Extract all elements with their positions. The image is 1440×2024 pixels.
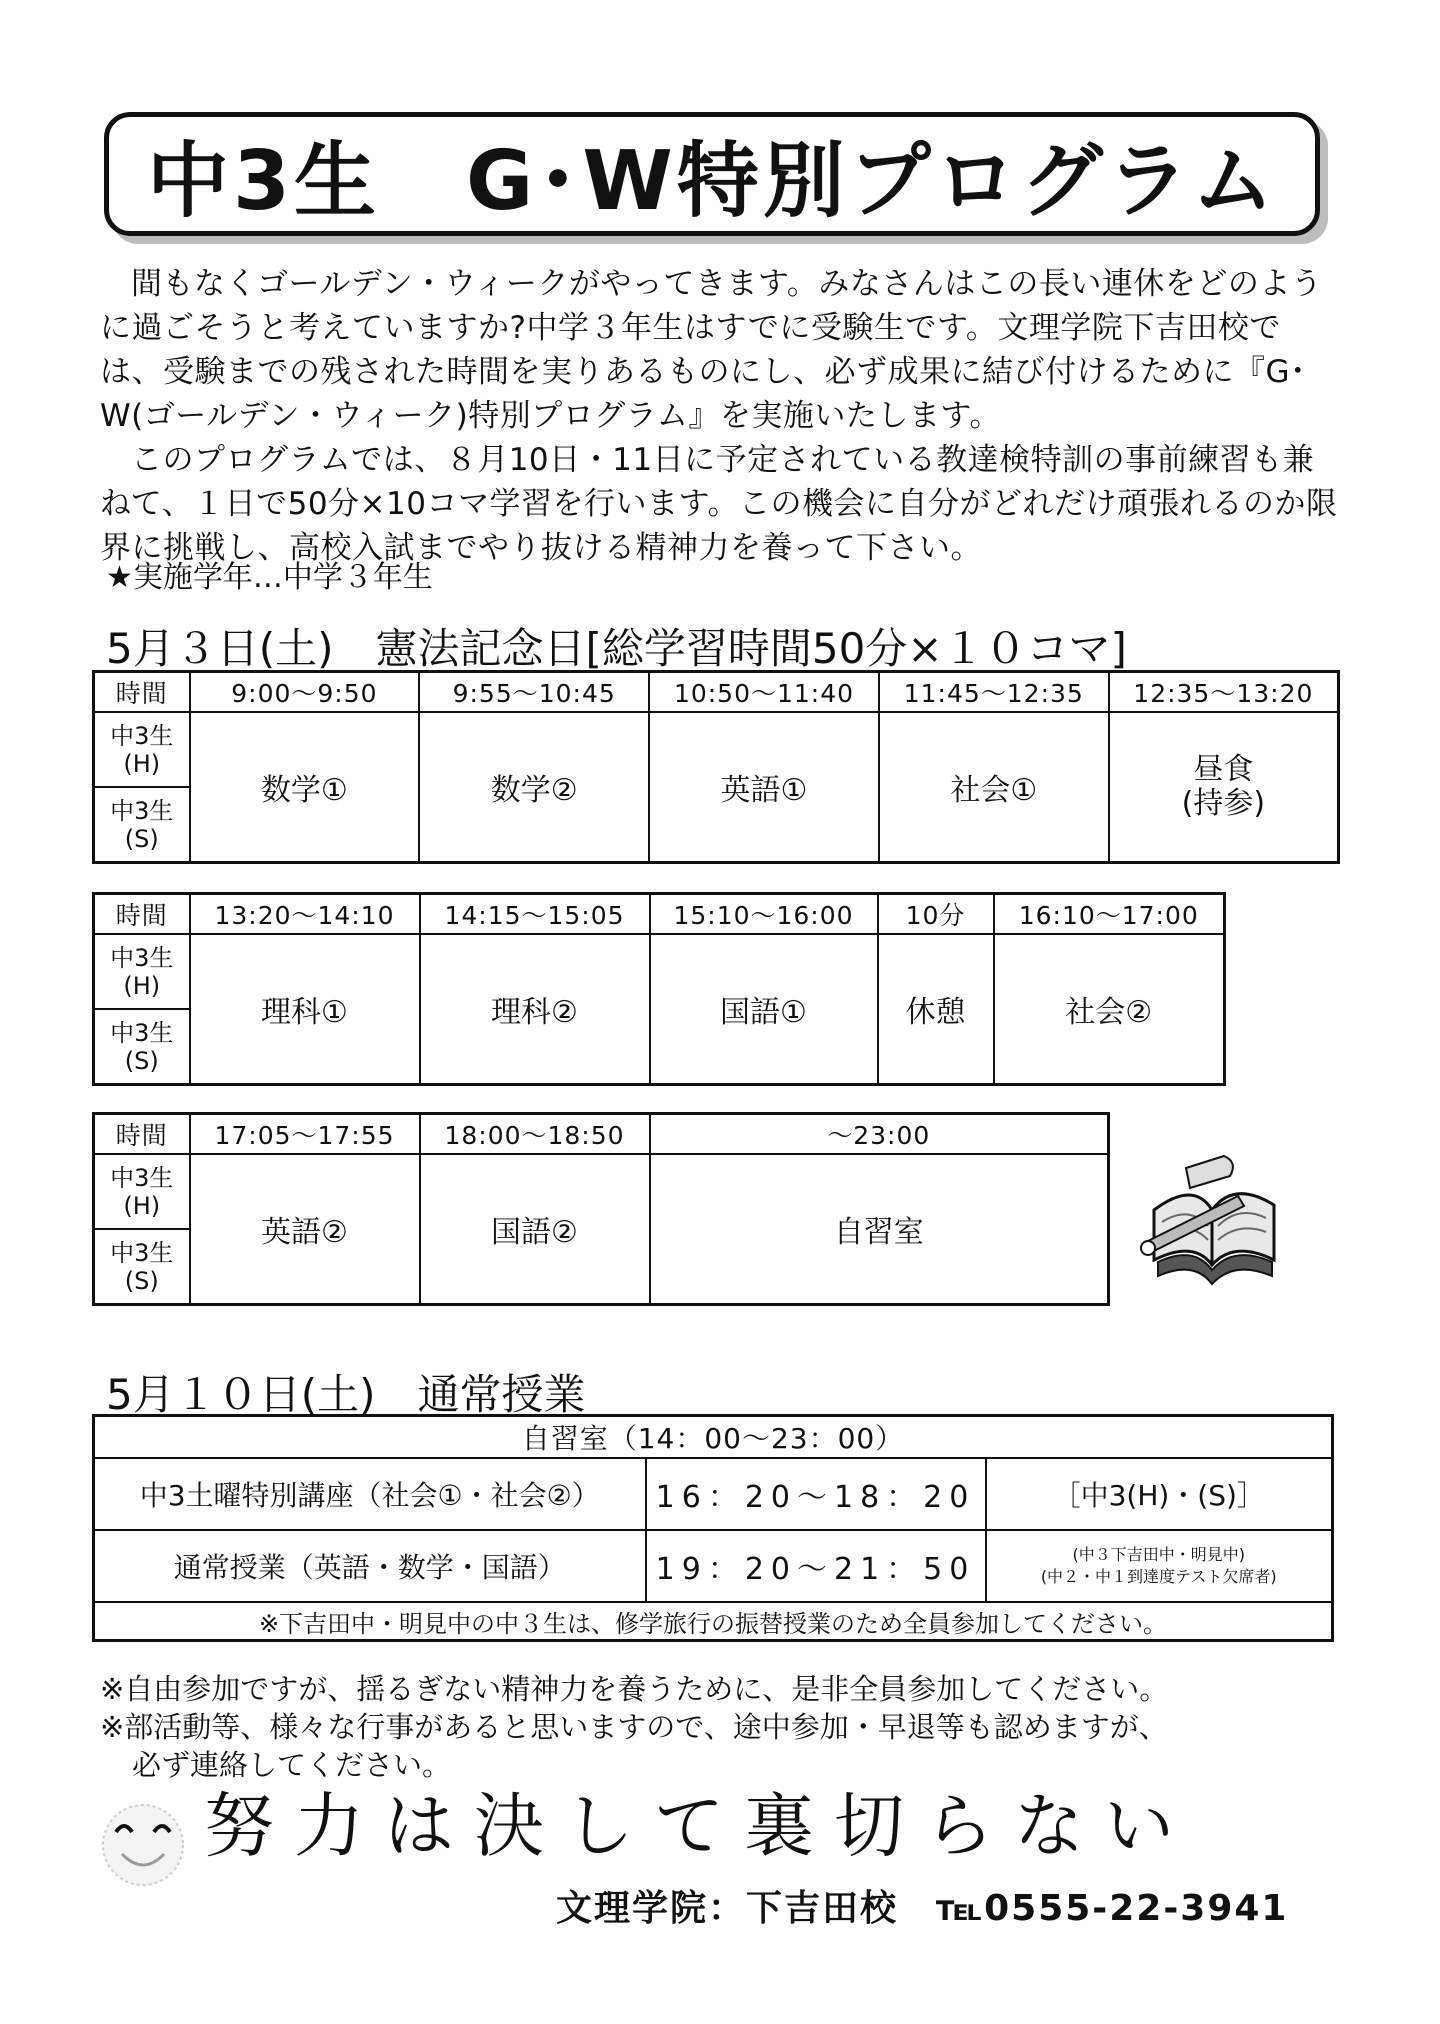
header-row xyxy=(94,672,1339,713)
slot-time: 9:00～9:50 xyxy=(190,672,420,713)
motto: 努力は決して裏切らない xyxy=(204,1785,1194,1867)
slot-time: 16:10～17:00 xyxy=(994,894,1225,935)
slot-time: 13:20～14:10 xyxy=(190,894,420,935)
study-room-row: 自習室（14：00～23：00） xyxy=(94,1416,1333,1459)
row-label-s: 中3生 (S) xyxy=(94,1229,190,1305)
slot-time: 14:15～15:05 xyxy=(420,894,650,935)
subject-cell: 社会② xyxy=(994,934,1225,1085)
course-target: (中３下吉田中・明見中) (中２・中１到達度テスト欠席者) xyxy=(986,1530,1333,1602)
subject-cell: 昼食 (持参) xyxy=(1109,712,1339,863)
header-row xyxy=(94,894,1225,935)
note-line: 必ず連絡してください。 xyxy=(132,1748,452,1782)
slot-time: 10分 xyxy=(878,894,994,935)
header-row xyxy=(94,1114,1109,1155)
slot-time: 18:00～18:50 xyxy=(420,1114,650,1155)
book-pencil-icon xyxy=(1134,1150,1290,1290)
time-label: 時間 xyxy=(94,1114,190,1155)
day1-heading: 5月３日(土) 憲法記念日[総学習時間50分×１０コマ] xyxy=(106,624,1127,673)
may10-table xyxy=(92,1414,1334,1642)
slot-time: 9:55～10:45 xyxy=(419,672,649,713)
slot-time: 15:10～16:00 xyxy=(650,894,878,935)
slot-time: ～23:00 xyxy=(650,1114,1109,1155)
slot-time: 17:05～17:55 xyxy=(190,1114,420,1155)
row-label-h: 中3生 (H) xyxy=(94,712,190,787)
subject-cell: 英語② xyxy=(190,1154,420,1305)
school-contact: 文理学院：下吉田校 ℡0555-22-3941 xyxy=(556,1888,1289,1929)
course-name: 通常授業（英語・数学・国語） xyxy=(94,1530,646,1602)
row-label-h: 中3生 (H) xyxy=(94,1154,190,1229)
grade-line: ★実施学年…中学３年生 xyxy=(106,560,433,595)
subject-cell: 数学② xyxy=(419,712,649,863)
subject-cell: 自習室 xyxy=(650,1154,1109,1305)
smiley-icon xyxy=(98,1800,188,1890)
note-line: ※自由参加ですが、揺るぎない精神力を養うために、是非全員参加してください。 xyxy=(100,1672,1169,1706)
course-name: 中3土曜特別講座（社会①・社会②） xyxy=(94,1458,646,1530)
slot-time: 12:35～13:20 xyxy=(1109,672,1339,713)
time-label: 時間 xyxy=(94,894,190,935)
intro-paragraph-1: 間もなくゴールデン・ウィークがやってきます。みなさんはこの長い連休をどのように過ごそうと考えていますか?中学３年生はすでに受験生です。文理学院下吉田校では、受験までの残された時間を実りあるものにし、必ず成果に結び付けるために『G･W(ゴールデン・ウィーク)特別プログラム』を実施いたします。 xyxy=(100,266,1323,434)
course-time: 16：20～18：20 xyxy=(646,1458,986,1530)
time-label: 時間 xyxy=(94,672,190,713)
schedule-table-afternoon xyxy=(92,892,1226,1086)
footnote: ※下吉田中・明見中の中３生は、修学旅行の振替授業のため全員参加してください。 xyxy=(94,1602,1333,1641)
day2-heading: 5月１０日(土) 通常授業 xyxy=(106,1370,586,1419)
title-box xyxy=(104,112,1320,236)
schedule-table-morning xyxy=(92,670,1340,864)
slot-time: 10:50～11:40 xyxy=(649,672,879,713)
subject-cell: 英語① xyxy=(649,712,879,863)
course-time: 19：20～21：50 xyxy=(646,1530,986,1602)
intro-text xyxy=(100,262,1340,570)
row-label-s: 中3生 (S) xyxy=(94,787,190,863)
course-target: ［中3(H)・(S)］ xyxy=(986,1458,1333,1530)
note-line: ※部活動等、様々な行事があると思いますので、途中参加・早退等も認めますが、 xyxy=(100,1710,1168,1744)
intro-paragraph-2: このプログラムでは、８月10日・11日に予定されている教達検特訓の事前練習も兼ねて、１日で50分×10コマ学習を行います。この機会に自分がどれだけ頑張れるのか限界に挑戦し、高校入試までやり抜ける精神力を養って下さい。 xyxy=(100,442,1338,566)
subject-cell: 数学① xyxy=(190,712,420,863)
page-title: 中3生 G･W特別プログラム xyxy=(147,133,1278,229)
subject-cell: 社会① xyxy=(879,712,1109,863)
subject-cell: 理科① xyxy=(190,934,420,1085)
slot-time: 11:45～12:35 xyxy=(879,672,1109,713)
schedule-table-evening xyxy=(92,1112,1110,1306)
subject-cell: 国語① xyxy=(650,934,878,1085)
notes xyxy=(100,1670,1168,1784)
subject-cell: 休憩 xyxy=(878,934,994,1085)
row-label-h: 中3生 (H) xyxy=(94,934,190,1009)
row-label-s: 中3生 (S) xyxy=(94,1009,190,1085)
subject-cell: 国語② xyxy=(420,1154,650,1305)
subject-cell: 理科② xyxy=(420,934,650,1085)
